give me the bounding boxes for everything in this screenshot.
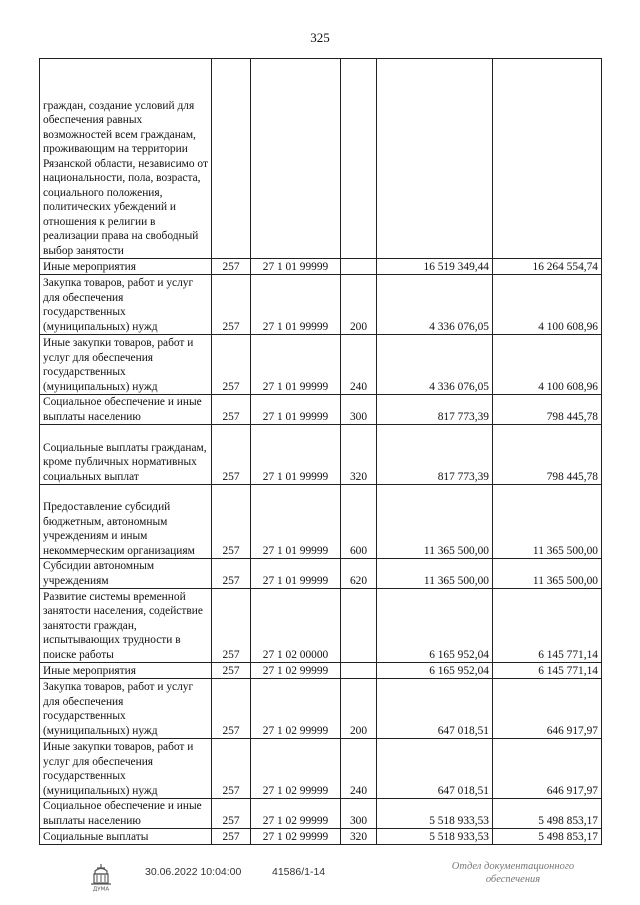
row-amount-1: 647 018,51 bbox=[377, 739, 493, 799]
row-amount-1: 6 165 952,04 bbox=[377, 663, 493, 679]
row-csr: 27 1 01 99999 bbox=[251, 395, 341, 425]
row-code: 257 bbox=[212, 799, 251, 829]
row-vr bbox=[341, 59, 377, 259]
row-amount-1: 5 518 933,53 bbox=[377, 799, 493, 829]
row-vr: 320 bbox=[341, 829, 377, 845]
row-name: Закупка товаров, работ и услуг для обеспечения государственных (муниципальных) нужд bbox=[40, 275, 212, 335]
row-code: 257 bbox=[212, 559, 251, 589]
row-vr: 240 bbox=[341, 739, 377, 799]
row-name: Социальные выплаты bbox=[40, 829, 212, 845]
row-csr: 27 1 02 00000 bbox=[251, 589, 341, 663]
footer-datetime: 30.06.2022 10:04:00 bbox=[145, 866, 242, 878]
row-amount-2: 11 365 500,00 bbox=[493, 559, 602, 589]
row-amount-2: 5 498 853,17 bbox=[493, 799, 602, 829]
table-row bbox=[40, 739, 602, 799]
row-amount-2: 6 145 771,14 bbox=[493, 663, 602, 679]
row-amount-2: 4 100 608,96 bbox=[493, 275, 602, 335]
row-vr: 320 bbox=[341, 425, 377, 485]
row-vr: 240 bbox=[341, 335, 377, 395]
row-name: Иные мероприятия bbox=[40, 663, 212, 679]
row-name: Развитие системы временной занятости населения, содействие занятости граждан, испытывающих трудности в поиске работы bbox=[40, 589, 212, 663]
row-name: Иные закупки товаров, работ и услуг для обеспечения государственных (муниципальных) нужд bbox=[40, 739, 212, 799]
row-amount-2 bbox=[493, 59, 602, 259]
row-code: 257 bbox=[212, 679, 251, 739]
page-footer bbox=[0, 858, 640, 898]
row-csr: 27 1 02 99999 bbox=[251, 829, 341, 845]
footer-department-line1: Отдел документационного bbox=[451, 861, 575, 872]
row-amount-1: 817 773,39 bbox=[377, 395, 493, 425]
row-amount-1: 11 365 500,00 bbox=[377, 559, 493, 589]
row-vr: 300 bbox=[341, 799, 377, 829]
row-code: 257 bbox=[212, 395, 251, 425]
row-name: Предоставление субсидий бюджетным, автономным учреждениям и иным некоммерческим организациям bbox=[40, 485, 212, 559]
row-amount-2: 798 445,78 bbox=[493, 395, 602, 425]
row-amount-1 bbox=[377, 59, 493, 259]
row-amount-1: 16 519 349,44 bbox=[377, 259, 493, 275]
row-amount-1: 11 365 500,00 bbox=[377, 485, 493, 559]
row-csr: 27 1 02 99999 bbox=[251, 679, 341, 739]
table-row bbox=[40, 59, 602, 259]
row-csr: 27 1 01 99999 bbox=[251, 275, 341, 335]
row-csr: 27 1 02 99999 bbox=[251, 739, 341, 799]
row-amount-2: 11 365 500,00 bbox=[493, 485, 602, 559]
table-row bbox=[40, 425, 602, 485]
row-code: 257 bbox=[212, 425, 251, 485]
row-vr: 620 bbox=[341, 559, 377, 589]
table-row bbox=[40, 559, 602, 589]
row-code: 257 bbox=[212, 589, 251, 663]
table-row bbox=[40, 589, 602, 663]
table-row bbox=[40, 395, 602, 425]
row-vr: 300 bbox=[341, 395, 377, 425]
footer-doc-number: 41586/1-14 bbox=[272, 866, 326, 878]
table-row bbox=[40, 259, 602, 275]
table-row bbox=[40, 485, 602, 559]
svg-text:ДУМА: ДУМА bbox=[92, 886, 110, 892]
row-csr: 27 1 01 99999 bbox=[251, 425, 341, 485]
row-code: 257 bbox=[212, 739, 251, 799]
row-vr: 600 bbox=[341, 485, 377, 559]
row-amount-1: 4 336 076,05 bbox=[377, 275, 493, 335]
row-name: Социальные выплаты гражданам, кроме публичных нормативных социальных выплат bbox=[40, 425, 212, 485]
row-name: Иные мероприятия bbox=[40, 259, 212, 275]
footer-department bbox=[428, 860, 598, 886]
row-csr: 27 1 01 99999 bbox=[251, 559, 341, 589]
row-amount-1: 4 336 076,05 bbox=[377, 335, 493, 395]
table-row bbox=[40, 335, 602, 395]
row-amount-1: 5 518 933,53 bbox=[377, 829, 493, 845]
footer-department-line2: обеспечения bbox=[485, 874, 541, 885]
row-csr: 27 1 01 99999 bbox=[251, 335, 341, 395]
page-number: 325 bbox=[310, 30, 330, 45]
row-name: Социальное обеспечение и иные выплаты населению bbox=[40, 799, 212, 829]
row-code: 257 bbox=[212, 663, 251, 679]
row-amount-2: 798 445,78 bbox=[493, 425, 602, 485]
row-csr: 27 1 01 99999 bbox=[251, 259, 341, 275]
row-vr: 200 bbox=[341, 275, 377, 335]
row-name: Закупка товаров, работ и услуг для обеспечения государственных (муниципальных) нужд bbox=[40, 679, 212, 739]
row-csr: 27 1 02 99999 bbox=[251, 663, 341, 679]
row-code: 257 bbox=[212, 485, 251, 559]
row-csr bbox=[251, 59, 341, 259]
row-vr: 200 bbox=[341, 679, 377, 739]
row-name: Иные закупки товаров, работ и услуг для обеспечения государственных (муниципальных) нужд bbox=[40, 335, 212, 395]
row-amount-2: 646 917,97 bbox=[493, 679, 602, 739]
row-amount-2: 16 264 554,74 bbox=[493, 259, 602, 275]
table-row bbox=[40, 679, 602, 739]
row-code bbox=[212, 59, 251, 259]
table-row bbox=[40, 663, 602, 679]
row-name: Социальное обеспечение и иные выплаты населению bbox=[40, 395, 212, 425]
row-name: граждан, создание условий для обеспечения равных возможностей всем гражданам, проживающим на территории Рязанской области, независимо от национальности, пола, возраста, социального положения, политических убеждений и отношения к религии в реализации права на свободный выбор занятости bbox=[40, 59, 212, 259]
table-row bbox=[40, 799, 602, 829]
row-code: 257 bbox=[212, 335, 251, 395]
row-vr bbox=[341, 259, 377, 275]
row-csr: 27 1 01 99999 bbox=[251, 485, 341, 559]
row-csr: 27 1 02 99999 bbox=[251, 799, 341, 829]
table-row bbox=[40, 275, 602, 335]
row-amount-2: 5 498 853,17 bbox=[493, 829, 602, 845]
row-amount-2: 646 917,97 bbox=[493, 739, 602, 799]
row-code: 257 bbox=[212, 275, 251, 335]
row-amount-2: 4 100 608,96 bbox=[493, 335, 602, 395]
row-amount-1: 817 773,39 bbox=[377, 425, 493, 485]
row-amount-2: 6 145 771,14 bbox=[493, 589, 602, 663]
row-amount-1: 6 165 952,04 bbox=[377, 589, 493, 663]
row-amount-1: 647 018,51 bbox=[377, 679, 493, 739]
row-code: 257 bbox=[212, 829, 251, 845]
row-vr bbox=[341, 589, 377, 663]
row-vr bbox=[341, 663, 377, 679]
budget-table bbox=[39, 58, 602, 845]
row-name: Субсидии автономным учреждениям bbox=[40, 559, 212, 589]
duma-seal-icon bbox=[88, 862, 114, 892]
row-code: 257 bbox=[212, 259, 251, 275]
table-row bbox=[40, 829, 602, 845]
